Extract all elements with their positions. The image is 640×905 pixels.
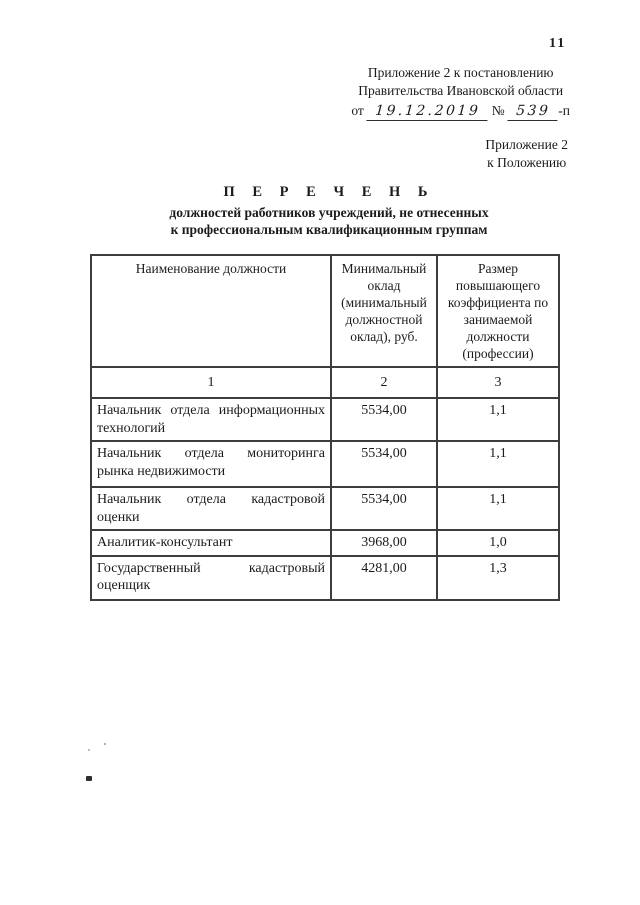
- annex-line-1: Приложение 2 к постановлению: [367, 65, 554, 80]
- table-cell-coefficient: 1,0: [437, 530, 559, 556]
- date-prefix: от: [351, 103, 364, 118]
- table-cell-salary: 5534,00: [331, 398, 437, 441]
- table-cell-salary: 5534,00: [331, 441, 437, 487]
- date-number-line: [351, 102, 570, 121]
- annex-reference-block: [351, 64, 570, 121]
- number-sign: №: [491, 103, 505, 118]
- table-cell-position: Начальник отдела мониторинга рынка недвижимости: [91, 441, 331, 487]
- column-number-row: [91, 367, 559, 398]
- column-header-position: Наименование должности: [91, 255, 331, 367]
- table-row: [91, 530, 559, 556]
- page-number: 11: [549, 36, 567, 51]
- table-row: [91, 398, 559, 441]
- annex2-line-2: к Положению: [487, 154, 567, 170]
- annex-line-2: Правительства Ивановской области: [358, 82, 564, 98]
- document-title: П Е Р Е Ч Е Н Ь: [223, 184, 435, 200]
- table-row: [91, 556, 559, 600]
- table-cell-coefficient: 1,1: [437, 487, 559, 530]
- table-body: [91, 398, 559, 600]
- document-subtitle-line2: к профессиональным квалификационным группам: [170, 222, 488, 237]
- handwritten-date: 19.12.2019: [367, 104, 489, 121]
- table-cell-coefficient: 1,1: [437, 441, 559, 487]
- table-cell-salary: 3968,00: [331, 530, 437, 556]
- scan-speck: [88, 749, 90, 751]
- column-number-3: 3: [437, 367, 559, 398]
- column-number-1: 1: [91, 367, 331, 398]
- positions-table: [90, 254, 560, 601]
- table-cell-salary: 4281,00: [331, 556, 437, 600]
- annex2-line-1: Приложение 2: [485, 137, 568, 152]
- table-cell-position: Начальник отдела кадастровой оценки: [91, 487, 331, 530]
- annex2-reference-block: [485, 136, 568, 171]
- title-block: [90, 184, 568, 238]
- column-header-salary: Минимальный оклад (минимальный должностной оклад), руб.: [331, 255, 437, 367]
- table-cell-salary: 5534,00: [331, 487, 437, 530]
- table-header-row: [91, 255, 559, 367]
- table-cell-position: Государственный кадастровый оценщик: [91, 556, 331, 600]
- scan-speck: [104, 743, 106, 745]
- table-cell-coefficient: 1,3: [437, 556, 559, 600]
- column-header-coefficient: Размер повышающего коэффициента по занимаемой должности (профессии): [437, 255, 559, 367]
- number-suffix: -п: [558, 103, 570, 118]
- column-number-2: 2: [331, 367, 437, 398]
- table-cell-coefficient: 1,1: [437, 398, 559, 441]
- document-subtitle-line1: должностей работников учреждений, не отнесенных: [169, 205, 489, 220]
- table-row: [91, 487, 559, 530]
- table-row: [91, 441, 559, 487]
- scan-speck: [86, 776, 92, 781]
- table-cell-position: Начальник отдела информационных технологий: [91, 398, 331, 441]
- table-cell-position: Аналитик-консультант: [91, 530, 331, 556]
- handwritten-number: 539: [507, 104, 558, 121]
